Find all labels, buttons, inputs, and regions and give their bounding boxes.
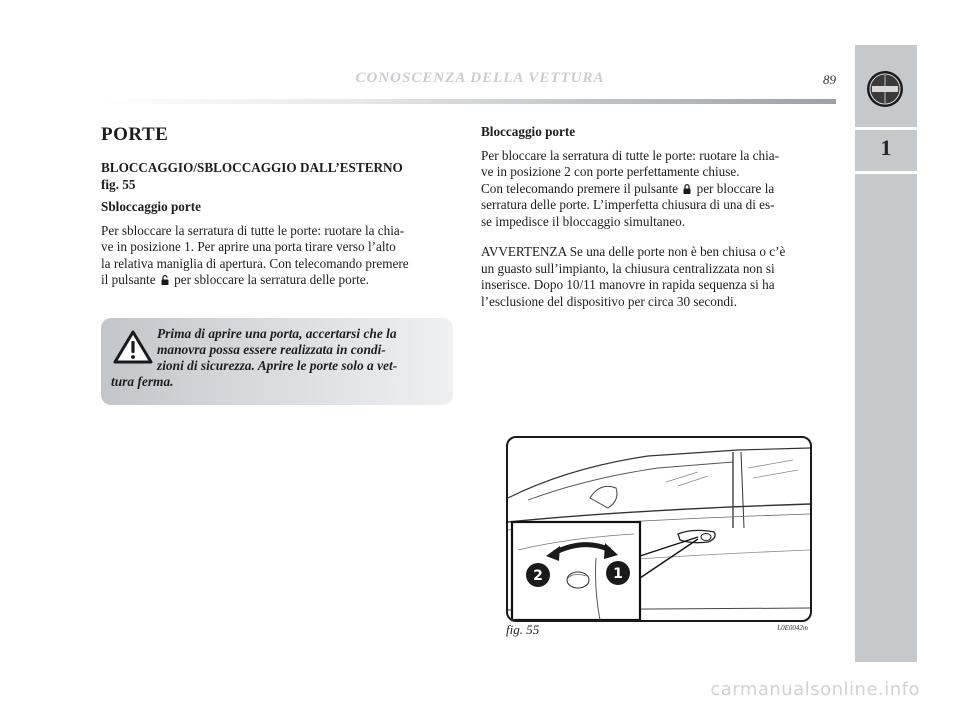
- paragraph-line: Per bloccare la serratura di tutte le porte: ruotare la chia-: [481, 147, 780, 163]
- paragraph-line: l’esclusione del dispositivo per circa 30 secondi.: [481, 293, 737, 309]
- paragraph-text: per bloccare la: [696, 180, 775, 196]
- section-title: PORTE: [101, 124, 169, 145]
- header-rule: [101, 99, 836, 104]
- figure-reference: fig. 55: [101, 176, 136, 192]
- marker-2: 2: [533, 568, 543, 584]
- paragraph-line: [481, 181, 836, 198]
- marker-1: 1: [613, 566, 623, 582]
- paragraph-line: ve in posizione 1. Per aprire una porta tirare verso l’alto: [101, 239, 396, 254]
- car-door-drawing: [508, 438, 810, 620]
- paragraph-text: Con telecomando premere il pulsante: [481, 180, 679, 196]
- figure-caption: fig. 55: [506, 622, 540, 637]
- right-column: [481, 124, 836, 324]
- paragraph-text: il pulsante: [101, 272, 156, 287]
- warning-line: tura ferma.: [111, 374, 174, 389]
- running-header-title: CONOSCENZA DELLA VETTURA: [355, 70, 605, 86]
- side-tab-divider: [855, 171, 917, 174]
- paragraph-line: Per sbloccare la serratura di tutte le porte: ruotare la chia-: [101, 222, 405, 238]
- paragraph-line: la relativa maniglia di apertura. Con telecomando premere: [101, 255, 409, 271]
- paragraph-text: per sbloccare la serratura delle porte.: [174, 272, 369, 287]
- lock-paragraph: [481, 148, 836, 181]
- paragraph-line: serratura delle porte. L’imperfetta chiusura di una di es-: [481, 197, 775, 212]
- figure-code: L0E0042m: [777, 624, 808, 632]
- safety-warning-box: [101, 318, 453, 405]
- chapter-number: 1: [880, 135, 892, 160]
- paragraph-line: AVVERTENZA Se una delle porte non è ben chiusa o c’è: [481, 244, 786, 259]
- paragraph-line: inserisce. Dopo 10/11 manovre in rapida sequenza si ha: [481, 277, 775, 292]
- page-number: 89: [823, 72, 836, 87]
- warning-line: Prima di aprire una porta, accertarsi che la: [157, 326, 397, 341]
- subsection-heading-line: BLOCCAGGIO/SBLOCCAGGIO DALL’ESTERNO: [101, 160, 403, 175]
- paragraph-line: [101, 272, 454, 289]
- door-lock-illustration: [506, 436, 812, 622]
- warning-text: [111, 326, 446, 390]
- unlock-paragraph: [101, 223, 454, 289]
- watermark: carmanualsonline.info: [710, 679, 920, 700]
- lock-heading: Bloccaggio porte: [481, 124, 576, 139]
- paragraph-line: ve in posizione 2 con porte perfettamente chiuse.: [481, 164, 740, 179]
- unlock-heading: Sbloccaggio porte: [101, 199, 201, 214]
- subsection-heading: [101, 160, 454, 193]
- remote-paragraph: [481, 181, 836, 231]
- warning-line: manovra possa essere realizzata in condi-: [157, 342, 386, 357]
- lock-icon: [683, 184, 691, 194]
- paragraph-line: se impedisce il bloccaggio simultaneo.: [481, 213, 685, 229]
- warning-line: zioni di sicurezza. Aprire le porte solo a vet-: [157, 358, 398, 373]
- avvertenza-paragraph: [481, 244, 836, 310]
- side-tab-divider: [855, 127, 917, 130]
- paragraph-line: un guasto sull’impianto, la chiusura centralizzata non si: [481, 260, 775, 276]
- lancia-logo-icon: [866, 70, 904, 108]
- unlock-icon: [161, 275, 169, 285]
- left-column: [101, 124, 454, 303]
